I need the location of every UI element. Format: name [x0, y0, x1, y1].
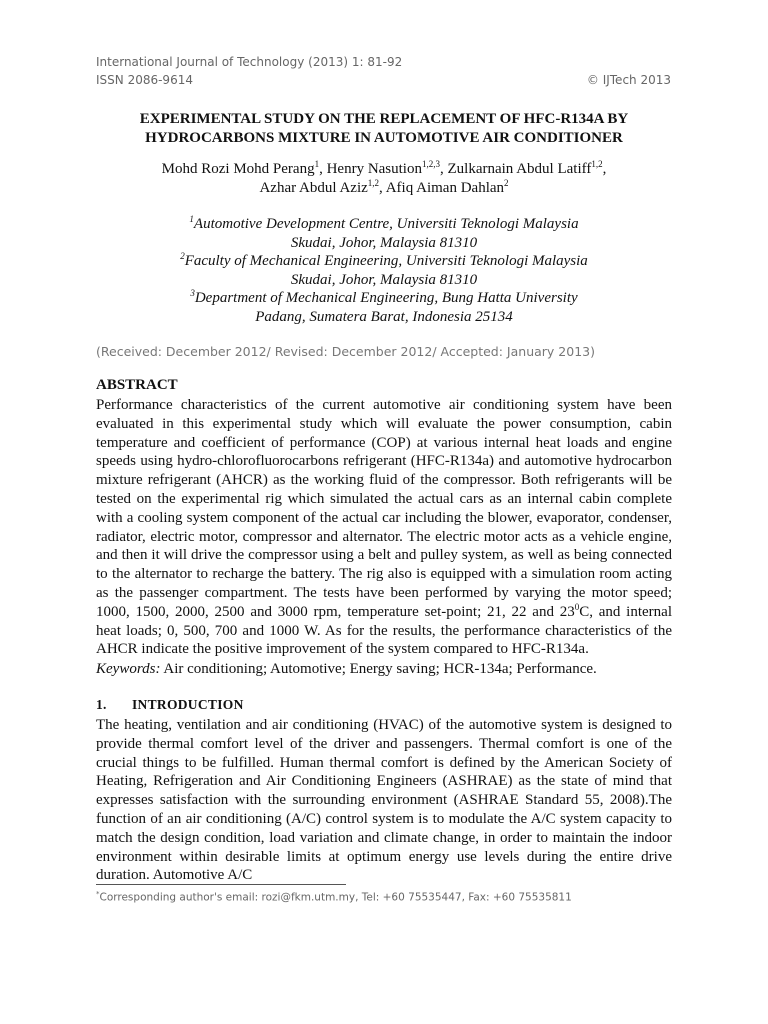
received-dates: (Received: December 2012/ Revised: December 2012/ Accepted: January 2013)	[96, 344, 595, 359]
footnote-divider	[96, 884, 346, 885]
affiliation-line	[96, 215, 672, 234]
author-name: Mohd Rozi Mohd Perang	[161, 161, 315, 177]
affiliation-line: Skudai, Johor, Malaysia 81310	[290, 271, 478, 288]
keywords-label: Keywords:	[96, 661, 161, 677]
section-number: 1.	[96, 697, 107, 712]
copyright: © IJTech 2013	[586, 73, 671, 87]
abstract-text-part: Performance characteristics of the current automotive air conditioning system have been evaluated in this experimental study which will evaluate the power consumption, cabin temperature and coefficient of performance (COP) at various internal heat loads and engine speeds using hydro-chlorofluorocarbons refrigerant (HFC-R134a) and automotive hydrocarbon mixture refrigerant (AHCR) as the working fluid of the compressor. Both refrigerants will be tested on the experimental rig which simulated the actual cars as an internal cabin complete with a cooling system component of the actual car including the blower, evaporator, condenser, radiator, electric motor, compressor and alternator. The electric motor acts as a vehicle engine, and then it will drive the compressor using a belt and pulley system, as well as being connected to the alternator to recharge the battery. The rig also is equipped with a simulation room acting as the passenger compartment. The tests have been performed by varying the motor speed; 1000, 1500, 2000, 2500 and 3000 rpm, temperature set-point; 21, 22 and 23	[96, 397, 672, 620]
introduction-text: The heating, ventilation and air conditioning (HVAC) of the automotive system is designed to provide thermal comfort level of the driver and passengers. Thermal comfort is one of the crucial things to be fulfilled. Human thermal comfort is defined by the American Society of Heating, Refrigeration and Air Conditioning Engineers (ASHRAE) as the state of mind that expresses satisfaction with the surrounding environment (ASHRAE Standard 55, 2008).The function of an air conditioning (A/C) control system is to modulate the A/C system capacity to match the design condition, load variation and climate change, in order to maintain the indoor environment within desirable limits at optimum energy use levels during the entire drive duration. Automotive A/C	[96, 717, 672, 884]
affiliation-mark: 1	[189, 214, 194, 224]
author-separator: ,	[439, 161, 448, 177]
author-affiliation-mark: 1,2,3	[421, 159, 440, 169]
footnote	[96, 890, 572, 904]
author-list	[96, 160, 672, 198]
footnote-marker: *	[96, 890, 100, 898]
abstract-heading: ABSTRACT	[96, 377, 178, 393]
affiliation-line	[96, 289, 672, 308]
issn: ISSN 2086-9614	[96, 73, 193, 87]
keywords-list: Air conditioning; Automotive; Energy saving; HCR-134a; Performance.	[160, 661, 597, 677]
affiliation-text: Department of Mechanical Engineering, Bung Hatta University	[194, 290, 578, 307]
affiliation-line: Padang, Sumatera Barat, Indonesia 25134	[255, 308, 513, 325]
affiliation-mark: 2	[180, 251, 185, 262]
keywords	[96, 661, 672, 678]
abstract-text	[96, 396, 672, 659]
section-heading-introduction	[96, 697, 244, 713]
author-separator: ,	[319, 161, 327, 177]
author-name: Azhar Abdul Aziz	[259, 180, 368, 196]
affiliation-line: Skudai, Johor, Malaysia 81310	[290, 234, 478, 251]
author-separator: ,	[602, 161, 607, 177]
affiliation-text: Faculty of Mechanical Engineering, Universiti Teknologi Malaysia	[184, 253, 588, 270]
author-affiliation-mark: 2	[504, 178, 509, 188]
abstract-text-part: C, and internal heat loads; 0, 500, 700 and 1000 W. As for the results, the performance characteristics of the AHCR indicate the positive improvement of the system compared to HFC-R134a.	[96, 603, 672, 658]
title-line: HYDROCARBONS MIXTURE IN AUTOMOTIVE AIR CONDITIONER	[145, 130, 623, 146]
section-title: INTRODUCTION	[132, 697, 244, 712]
author-name: Henry Nasution	[326, 161, 422, 177]
author-affiliation-mark: 1,2	[367, 178, 380, 188]
affiliation-text: Automotive Development Centre, Universiti Teknologi Malaysia	[193, 216, 579, 232]
author-name: Zulkarnain Abdul Latiff	[447, 161, 592, 177]
journal-citation: International Journal of Technology (2013) 1: 81-92	[96, 55, 403, 69]
author-name: Afiq Aiman Dahlan	[385, 180, 505, 196]
degree-mark: 0	[574, 601, 580, 612]
affiliations	[96, 215, 672, 327]
footnote-text: Corresponding author's email: rozi@fkm.utm.my, Tel: +60 75535447, Fax: +60 75535811	[99, 891, 572, 904]
author-affiliation-mark: 1	[314, 159, 320, 169]
title-line: EXPERIMENTAL STUDY ON THE REPLACEMENT OF HFC-R134A BY	[139, 111, 629, 127]
affiliation-line	[96, 252, 672, 271]
affiliation-mark: 3	[190, 288, 195, 299]
author-separator: ,	[379, 180, 386, 196]
author-affiliation-mark: 1,2	[591, 159, 603, 169]
paper-title	[96, 110, 672, 148]
